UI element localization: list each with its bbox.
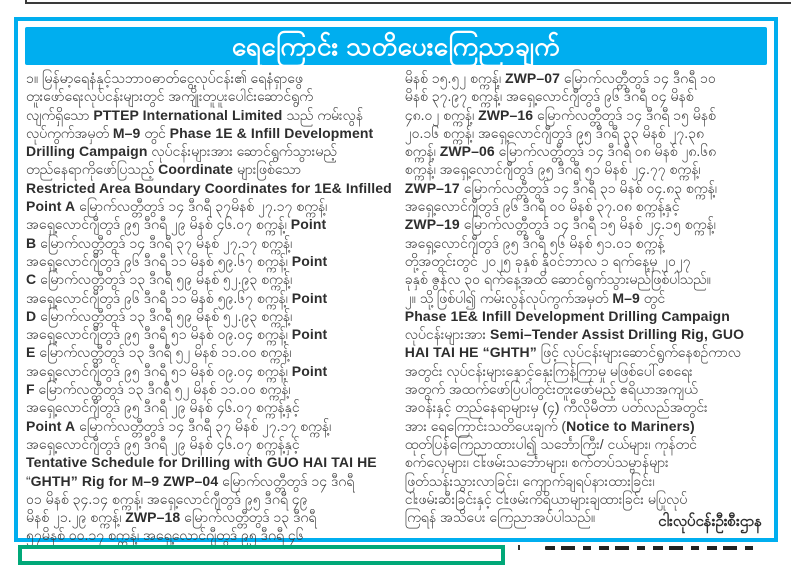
text-line: Tentative Schedule for Drilling with GUO HAI TAI HE	[26, 454, 377, 471]
text-line: တို့အတွင်းတွင် ၂၀၂၅ ခုနှစ် နိုဝင်ဘာလ ၁ ရက်နေ့မှ ၂၀၂၇	[404, 252, 691, 269]
text-line: D မြောက်လတ္တီတွဒ် ၁၃ ဒီဂရီ ၅၉ မိနစ် ၅၂.၉၃ စက္ကန့်၊	[26, 307, 293, 324]
text-line: စက္ကန့်၊ ZWP–06 မြောက်လတ္တီတွဒ် ၁၄ ဒီဂရီ ၀၈ မိနစ် ၂၈.၆၈	[404, 143, 717, 160]
text-line: မိနစ် ၁၅.၅၂ စက္ကန့်၊ ZWP–07 မြောက်လတ္တီတွဒ် ၁၄ ဒီဂရီ ၁၀	[404, 70, 716, 86]
text-line: ၂။ သို့ဖြစ်ပါ၍ ကမ်းလွန်လုပ်ကွက်အမှတ် M–9 တွင်	[404, 289, 666, 306]
text-line: အရှေ့လောင်ဂျီတွဒ် ၉၆ ဒီဂရီ ၁၁ မိနစ် ၅၉.၆၇ စက္ကန့်၊ Point	[26, 252, 328, 269]
notice-column-right	[405, 69, 766, 535]
text-line: အတွက် အထက်ဖော်ပြပါတွင်းတူးဖော်မည့် ဧရိယာအကျယ်	[404, 381, 698, 398]
text-line: စက်လှေများ၊ ငါးဖမ်းသင်္ဘောများ၊ စက်တပ်သမ္ဗာန်များ	[404, 454, 669, 471]
notice-column-left	[26, 69, 392, 544]
text-line: မိနစ် ၃၇.၉၇ စက္ကန့်၊ အရှေ့လောင်ဂျီတွဒ် ၉၆ ဒီဂရီ ၀၄ မိနစ်	[404, 88, 694, 105]
bottom-adjacent-partial-text	[545, 546, 760, 550]
text-line: ထုတ်ပြန်ကြေညာထားပါ၍ သင်္ဘောကြီး/ ငယ်များ၊ ကုန်တင်	[404, 435, 697, 452]
text-line: လျက်ရှိသော PTTEP International Limited သည် ကမ်းလွန်	[26, 106, 363, 123]
text-line: ၅၇မိနစ် ၀၀.၁၇ စက္ကန့်၊ အရှေ့လောင်ဂျီတွဒ် ၉၅ ဒီဂရီ ၄၆	[26, 527, 304, 544]
top-adjacent-item-edge	[25, 0, 791, 4]
text-line: Phase 1E& Infill Development Drilling Campaign	[404, 307, 730, 324]
text-line: ၂၀.၁၆ စက္ကန့်၊ အရှေ့လောင်ဂျီတွဒ် ၉၅ ဒီဂရီ ၃၃ မိနစ် ၂၇.၃၈	[404, 124, 705, 141]
text-line: ကြရန် အသိပေး ကြေညာအပ်ပါသည်။	[404, 509, 596, 526]
text-line: C မြောက်လတ္တီတွဒ် ၁၃ ဒီဂရီ ၅၉ မိနစ် ၅၂.၉၃ စက္ကန့်၊	[26, 271, 293, 288]
bottom-adjacent-green-box	[18, 545, 505, 565]
text-line: Restricted Area Boundary Coordinates for 1E& Infilled	[26, 179, 392, 196]
text-line: စက္ကန့်၊ အရှေ့လောင်ဂျီတွဒ် ၉၅ ဒီဂရီ ၅၁ မိနစ် ၂၄.၇၇ စက္ကန့်၊	[404, 161, 701, 178]
text-line: ၄၈.၀၂ စက္ကန့်၊ ZWP–16 မြောက်လတ္တီတွဒ် ၁၄ ဒီဂရီ ၁၅ မိနစ်	[404, 106, 716, 123]
text-line: ငါးဖမ်းဆီးခြင်းနှင့် ငါးဖမ်းကိရိယာများချထားခြင်း မပြုလုပ်	[404, 490, 688, 507]
text-line: အရှေ့လောင်ဂျီတွဒ် ၉၅ ဒီဂရီ ၅၆ မိနစ် ၅၁.၀၁ စက္ကန့်	[404, 234, 665, 251]
text-line: တည်နေရာကိုဖော်ပြသည့် Coordinate များဖြစ်သော	[26, 161, 302, 178]
text-line: ၀၁ မိနစ် ၃၄.၁၄ စက္ကန့်၊ အရှေ့လောင်ဂျီတွဒ် ၉၅ ဒီဂရီ ၄၉	[26, 490, 308, 507]
text-line: လုပ်ကွက်အမှတ် M–9 တွင် Phase 1E & Infill Development	[26, 124, 374, 141]
text-line: ခုနှစ် ဇွန်လ ၃၀ ရက်နေ့အထိ ဆောင်ရွက်သွားမည်ဖြစ်ပါသည်။	[404, 271, 711, 288]
text-line: အရှေ့လောင်ဂျီတွဒ် ၉၆ ဒီဂရီ ၁၁ မိနစ် ၅၉.၆၇ စက္ကန့်၊ Point	[26, 289, 328, 306]
text-line: အရှေ့လောင်ဂျီတွဒ် ၉၅ ဒီဂရီ ၂၉ မိနစ် ၄၆.၀၇ စက္ကန့်နှင့်	[26, 435, 300, 452]
text-line: B မြောက်လတ္တီတွဒ် ၁၄ ဒီဂရီ ၃၇ မိနစ် ၂၇.၁၇ စက္ကန့်၊	[26, 234, 293, 251]
text-line: မိနစ် ၂၁.၂၉ စက္ကန့်၊ ZWP–18 မြောက်လတ္တီတွဒ် ၁၃ ဒီဂရီ	[26, 509, 317, 526]
text-line: E မြောက်လတ္တီတွဒ် ၁၃ ဒီဂရီ ၅၂ မိနစ် ၁၁.၀၀ စက္ကန့်၊	[26, 344, 292, 361]
text-line: အရှေ့လောင်ဂျီတွဒ် ၉၅ ဒီဂရီ ၂၉ မိနစ် ၄၆.၀၇ စက္ကန့်နှင့်	[26, 399, 300, 416]
text-line: Point A မြောက်လတ္တီတွဒ် ၁၄ ဒီဂရီ ၃၇ မိနစ် ၂၇.၁၇ စက္ကန့်၊	[26, 417, 332, 434]
text-line: လုပ်ငန်းများအား Semi–Tender Assist Drilling Rig, GUO	[404, 326, 745, 343]
text-line: အရှေ့လောင်ဂျီတွဒ် ၉၅ ဒီဂရီ ၅၁ မိနစ် ၀၉.၀၄ စက္ကန့်၊ Point	[26, 326, 328, 343]
text-line: Point A မြောက်လတ္တီတွဒ် ၁၄ ဒီဂရီ ၃၇မိနစ် ၂၇.၁၇ စက္ကန့်၊	[26, 198, 328, 215]
text-line: အရှေ့လောင်ဂျီတွဒ် ၉၅ ဒီဂရီ ၂၉ မိနစ် ၄၆.၀၇ စက္ကန့်၊ Point	[26, 216, 327, 233]
text-line: အား ရေကြောင်းသတိပေးချက် (Notice to Mariners)	[404, 417, 695, 434]
text-line: F မြောက်လတ္တီတွဒ် ၁၃ ဒီဂရီ ၅၂ မိနစ် ၁၁.၀၀ စက္ကန့်၊	[26, 381, 291, 398]
text-line: အတွင်း လုပ်ငန်းများနှောင့်နှေးကြန့်ကြာမှု မဖြစ်ပေါ်စေရေး	[404, 362, 693, 379]
text-line: “GHTH” Rig for M–9 ZWP–04 မြောက်လတ္တီတွဒ် ၁၄ ဒီဂရီ	[26, 472, 355, 489]
bottom-column-divider	[518, 545, 520, 550]
text-line: အရှေ့လောင်ဂျီတွဒ် ၉၆ ဒီဂရီ ၀၀ မိနစ် ၃၇.၀၈ စက္ကန့်နှင့်	[404, 198, 680, 215]
text-line: HAI TAI HE “GHTH” ဖြင့် လုပ်ငန်းများဆောင်ရွက်နေစဉ်ကာလ	[404, 344, 741, 361]
signature-department: ငါးလုပ်ငန်းဦးစီးဌာန	[658, 513, 762, 530]
text-line: တူးဖော်ရေးလုပ်ငန်းများတွင် အကျိုးတူပူးပေါင်းဆောင်ရွက်	[26, 88, 313, 105]
text-line: ZWP–19 မြောက်လတ္တီတွဒ် ၁၄ ဒီဂရီ ၁၅ မိနစ် ၂၄.၁၅ စက္ကန့်၊	[404, 216, 716, 233]
text-line: Drilling Campaign လုပ်ငန်းများအား ဆောင်ရွက်သွားမည့်	[26, 143, 337, 160]
text-line: ၁။ မြန်မာ့ရေနံနှင့်သဘာဝဓာတ်ငွေ့လုပ်ငန်း၏ ရေနံရှာဖွေ	[26, 70, 303, 86]
notice-body	[26, 69, 766, 544]
text-line: ဖြတ်သန်းသွားလာခြင်း၊ ကျောက်ချရပ်နားထားခြင်း၊	[404, 472, 655, 489]
text-line: အဝန်းနှင့် တည်နေရာများမှ (၄) ကီလိုမီတာ ပတ်လည်အတွင်း	[404, 399, 708, 416]
text-line: ZWP–17 မြောက်လတ္တီတွဒ် ၁၄ ဒီဂရီ ၃၁ မိနစ် ၀၄.၈၃ စက္ကန့်၊	[404, 179, 717, 196]
notice-title-banner: ရေကြောင်း သတိပေးကြေညာချက်	[25, 27, 767, 65]
text-line: အရှေ့လောင်ဂျီတွဒ် ၉၅ ဒီဂရီ ၅၁ မိနစ် ၀၉.၀၄ စက္ကန့်၊ Point	[26, 362, 328, 379]
notice-box	[14, 17, 778, 542]
